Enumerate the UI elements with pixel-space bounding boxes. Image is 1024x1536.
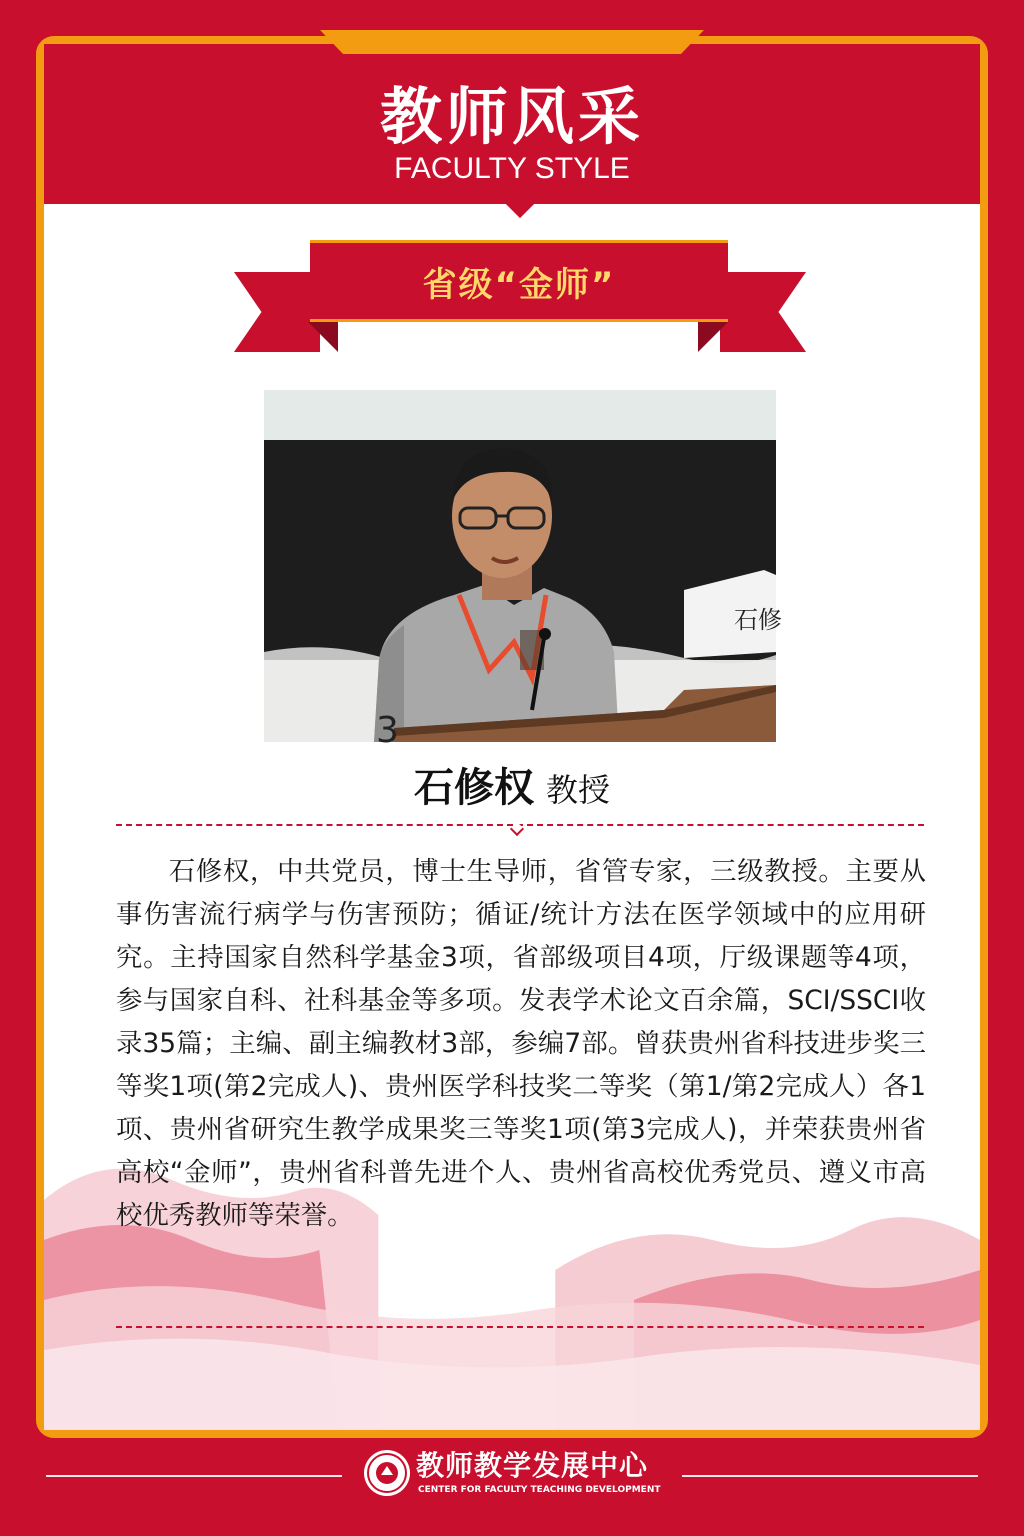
page-subtitle: FACULTY STYLE bbox=[394, 152, 630, 185]
teacher-bio: 石修权，中共党员，博士生导师，省管专家，三级教授。主要从事伤害流行病学与伤害预防；循证/统计方法在医学领域中的应用研究。主持国家自然科学基金3项，省部级项目4项，厅级课题等4项，参与国家自科、社科基金等多项。发表学术论文百余篇，SCI/SSCI收录35篇；主编、副主编教材3部，参编7部。曾获贵州省科技进步奖三等奖1项(第2完成人)、贵州医学科技奖二等奖（第1/第2完成人）各1项、贵州省研究生教学成果奖三等奖1项(第3完成人)，并荣获贵州省高校“金师”，贵州省科普先进个人、贵州省高校优秀党员、遵义市高校优秀教师等荣誉。 bbox=[116, 856, 926, 1231]
ribbon-left-tail bbox=[234, 272, 320, 352]
award-ribbon bbox=[310, 240, 728, 322]
svg-text:3: 3 bbox=[376, 710, 399, 751]
teacher-name-line bbox=[44, 756, 980, 813]
teacher-rank: 教授 bbox=[545, 771, 610, 809]
teacher-portrait-illustration bbox=[264, 390, 782, 751]
page-title: 教师风采 bbox=[379, 80, 644, 153]
teacher-name: 石修权 bbox=[413, 765, 534, 811]
award-label: 省级“金师” bbox=[422, 264, 616, 305]
poster-frame bbox=[36, 36, 988, 1438]
footer-org-name-en: CENTER FOR FACULTY TEACHING DEVELOPMENT bbox=[418, 1485, 661, 1495]
footer-line-right bbox=[682, 1475, 978, 1477]
header-top-tab bbox=[320, 30, 704, 54]
footer-org-name: 教师教学发展中心 bbox=[416, 1449, 649, 1482]
header-banner bbox=[44, 44, 980, 204]
bottom-divider bbox=[116, 1326, 924, 1328]
footer-line-left bbox=[46, 1475, 342, 1477]
teacher-photo bbox=[264, 390, 782, 751]
university-seal-icon bbox=[362, 1448, 412, 1498]
nameplate-text: 石修 bbox=[734, 606, 782, 634]
ribbon-right-tail bbox=[720, 272, 806, 352]
footer bbox=[0, 1438, 1024, 1536]
